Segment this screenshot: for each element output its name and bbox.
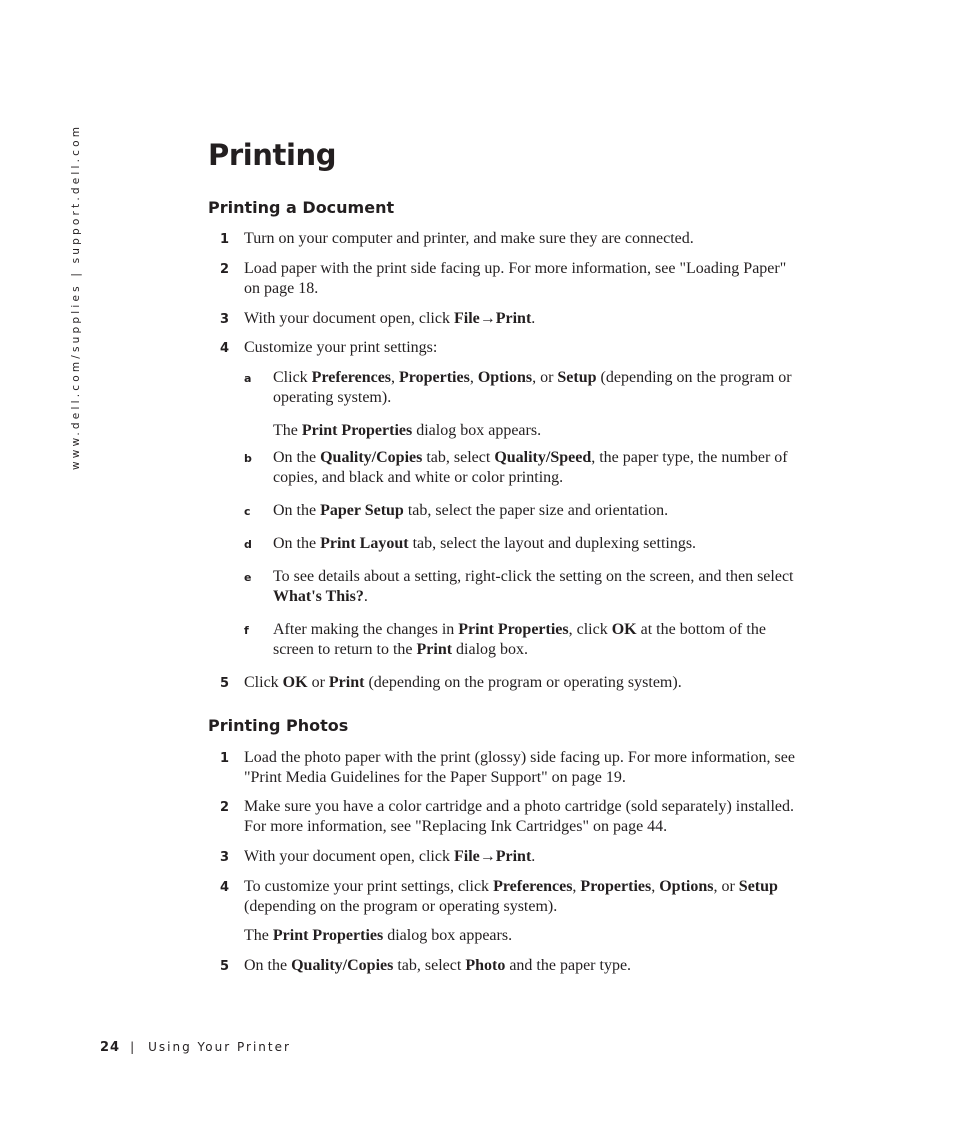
substep-letter: c <box>244 505 251 518</box>
substep-letter: b <box>244 452 252 465</box>
step-text: Load paper with the print side facing up. For more information, see "Loading Paper" on page 18. <box>244 260 787 297</box>
substep-text: On the Print Layout tab, select the layout and duplexing settings. <box>273 535 697 552</box>
step-number: 2 <box>220 262 230 277</box>
substep-note: The Print Properties dialog box appears. <box>273 422 542 439</box>
step-text: On the Quality/Copies tab, select Photo and the paper type. <box>244 957 632 974</box>
step-number: 1 <box>220 751 230 766</box>
step-text: Click OK or Print (depending on the program or operating system). <box>244 674 682 691</box>
footer-title: Using Your Printer <box>148 1040 291 1054</box>
step-number: 2 <box>220 800 230 815</box>
step-number: 5 <box>220 676 230 691</box>
side-url: www.dell.com/supplies | support.dell.com <box>70 123 82 470</box>
step-text: To customize your print settings, click Preferences, Properties, Options, or Setup (depending on the program or operating system). <box>244 878 778 915</box>
step-number: 3 <box>220 850 230 865</box>
step-text: Customize your print settings: <box>244 339 438 356</box>
step-number: 4 <box>220 880 230 895</box>
step-text: With your document open, click File→Print. <box>244 310 536 327</box>
page-title: Printing <box>208 138 337 172</box>
substep-text: After making the changes in Print Properties, click OK at the bottom of the screen to return to the Print dialog box. <box>273 621 766 658</box>
page-number: 24 <box>100 1040 121 1055</box>
step-number: 4 <box>220 341 230 356</box>
footer-separator: | <box>130 1040 135 1054</box>
substep-text: To see details about a setting, right-click the setting on the screen, and then select What's This?. <box>273 568 794 605</box>
substep-letter: e <box>244 571 252 584</box>
page-footer <box>100 1040 291 1055</box>
step-text: Make sure you have a color cartridge and a photo cartridge (sold separately) installed. For more information, see "Replacing Ink Cartridges" on page 44. <box>244 798 795 835</box>
substep-letter: a <box>244 372 252 385</box>
step-number: 3 <box>220 312 230 327</box>
section-title-printing-photos: Printing Photos <box>208 716 349 735</box>
step-text: Turn on your computer and printer, and make sure they are connected. <box>244 230 694 247</box>
section-title-printing-document: Printing a Document <box>208 198 395 217</box>
step-number: 5 <box>220 959 230 974</box>
step-number: 1 <box>220 232 230 247</box>
step-text: Load the photo paper with the print (glossy) side facing up. For more information, see "Print Media Guidelines for the Paper Support" on page 19. <box>244 749 795 786</box>
substep-text: On the Paper Setup tab, select the paper size and orientation. <box>273 502 669 519</box>
step-text: With your document open, click File→Print. <box>244 848 536 865</box>
substep-text: On the Quality/Copies tab, select Quality/Speed, the paper type, the number of copies, and black and white or color printing. <box>273 449 788 486</box>
substep-text: Click Preferences, Properties, Options, or Setup (depending on the program or operating system). <box>273 369 792 406</box>
substep-letter: d <box>244 538 252 551</box>
substep-letter: f <box>244 624 249 637</box>
step-note: The Print Properties dialog box appears. <box>244 927 513 944</box>
